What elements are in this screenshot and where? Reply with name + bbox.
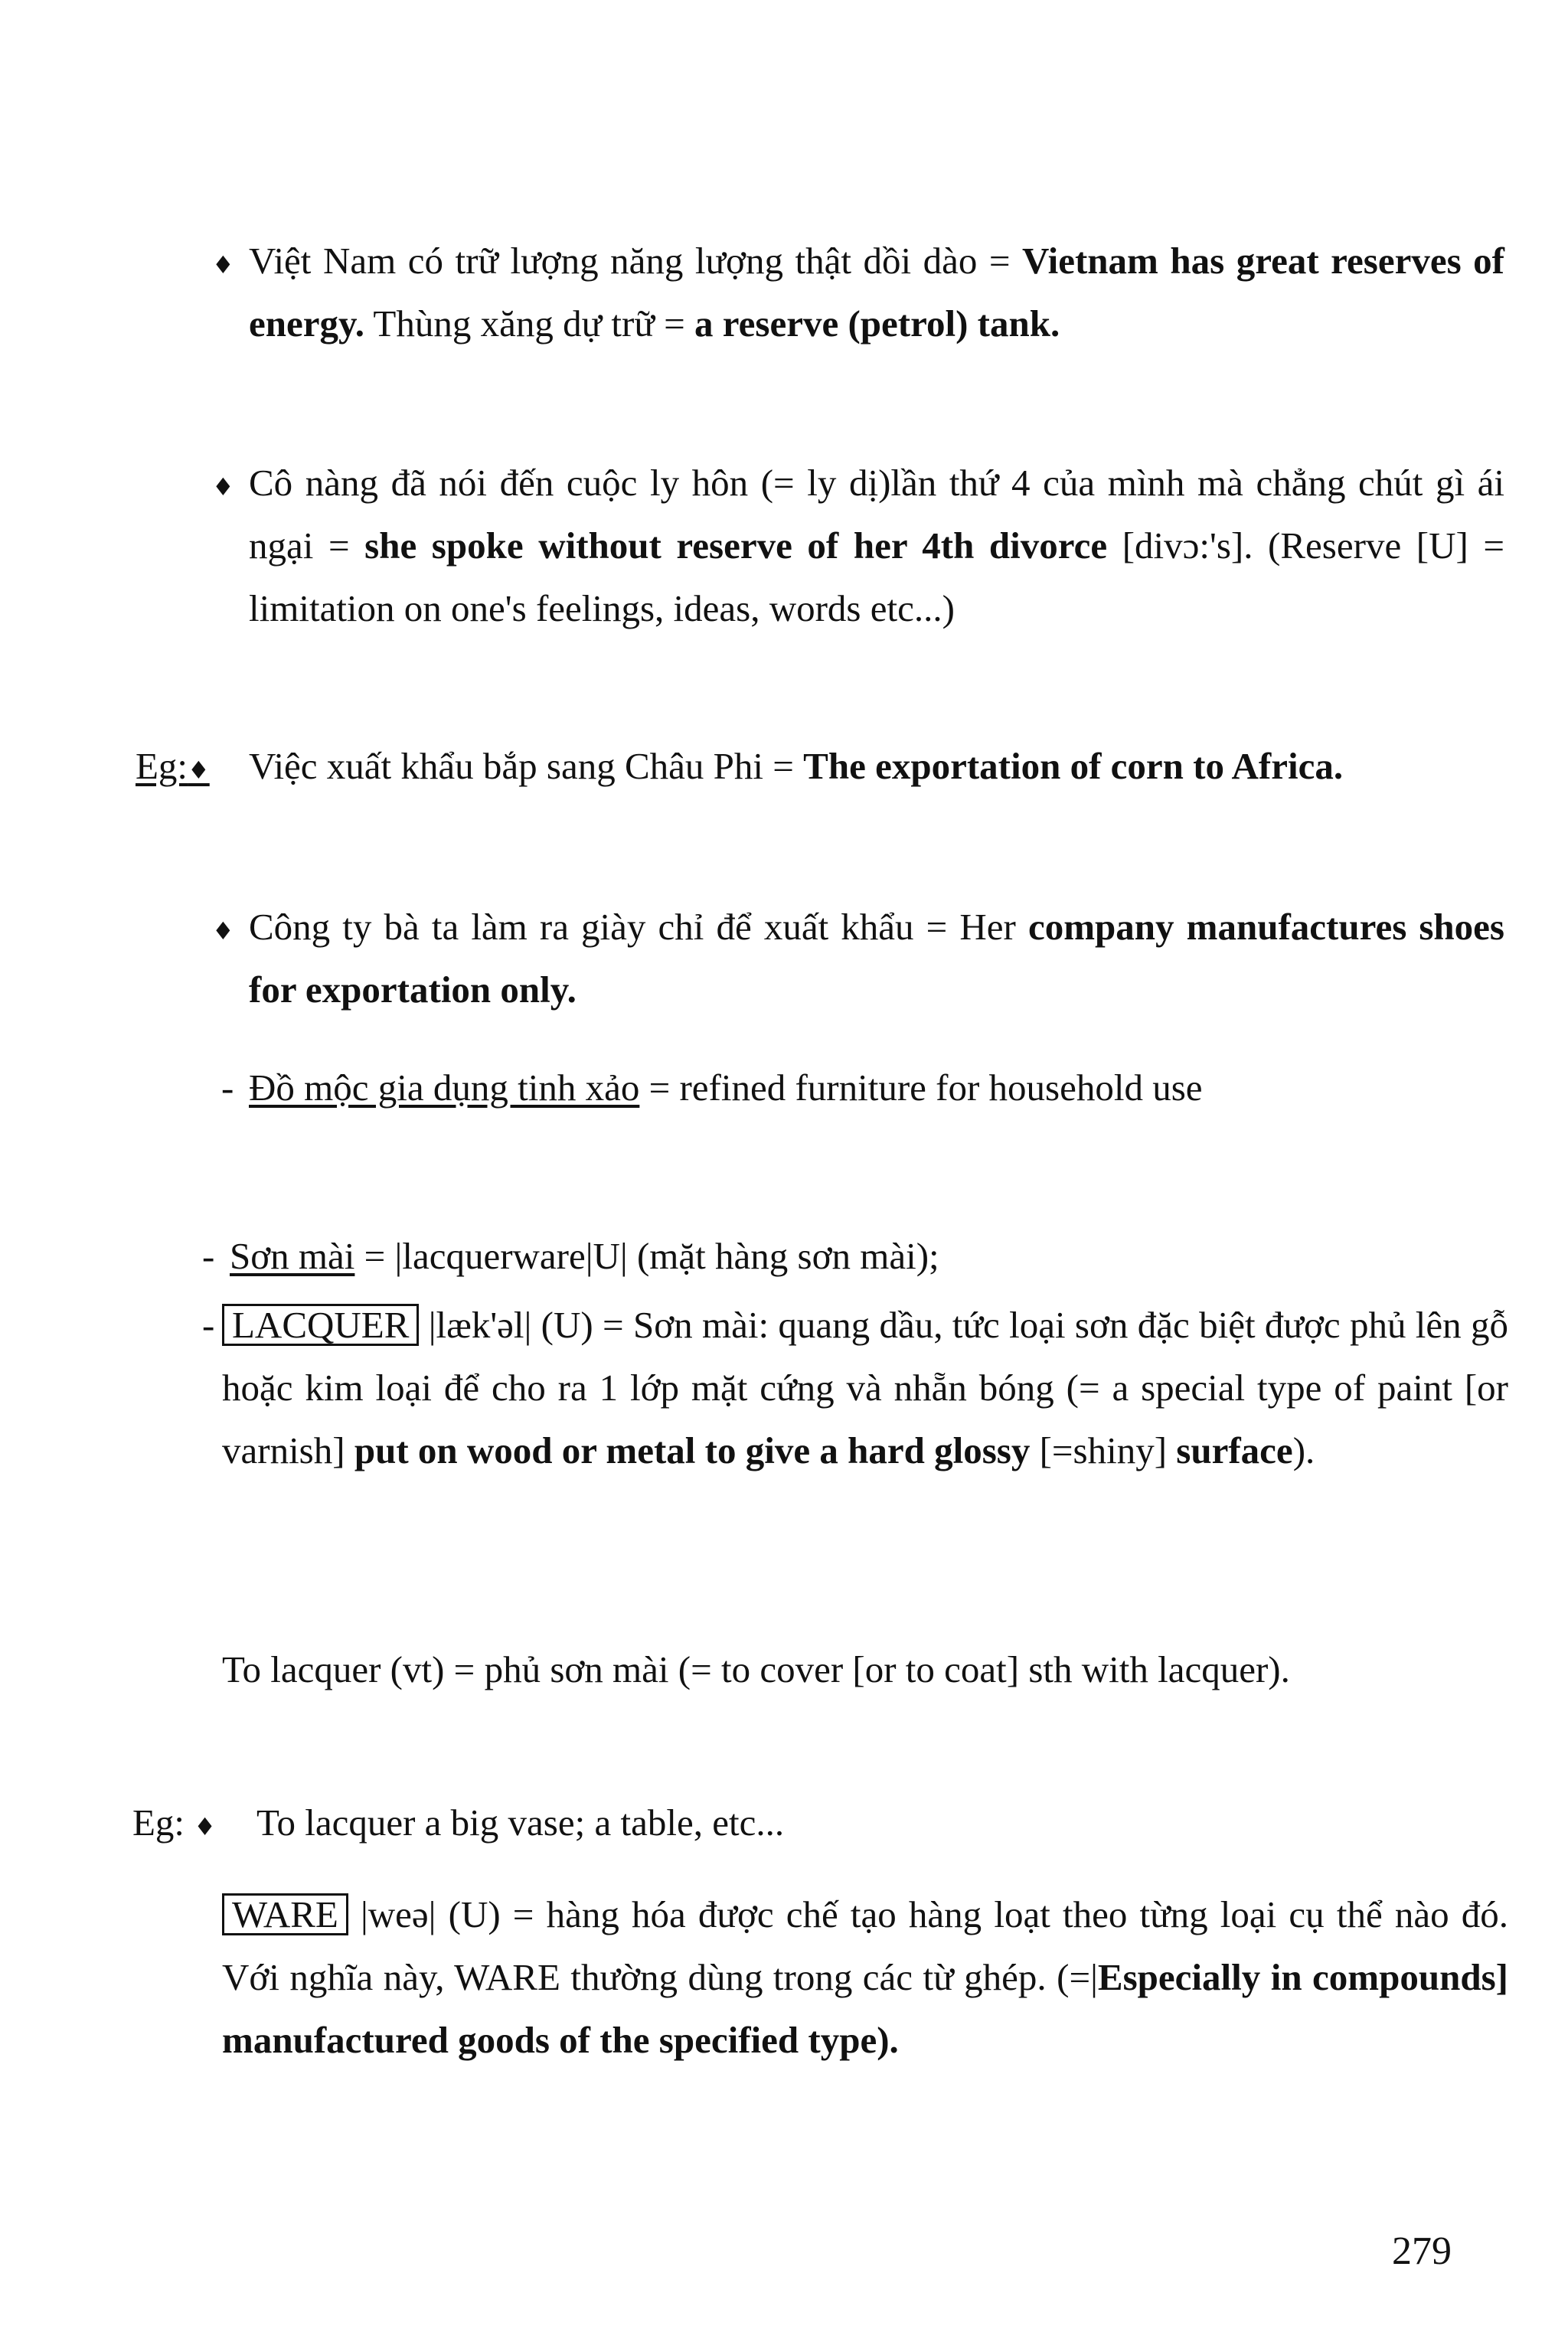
bullet-diamond-icon: ♦: [212, 250, 234, 279]
example-sentence: Cô nàng đã nói đến cuộc ly hôn (= ly dị)lần thứ 4 của mình mà chẳng chút gì ái ngại = she spoke without reserve of her 4th divorce [divɔ:'s]. (Reserve [U] = limitation on one's feelings, ideas, words etc...): [249, 462, 1504, 629]
dash-marker: -: [202, 1304, 215, 1346]
entry-energy-reserves: [212, 230, 1504, 355]
bullet-diamond-icon: ♦: [188, 756, 210, 785]
headword-definition: LACQUER |læk'əl| (U) = Sơn mài: quang dầu, tức loại sơn đặc biệt được phủ lên gỗ hoặc kim loại để cho ra 1 lớp mặt cứng và nhẵn bóng (= a special type of paint [or varnish] put on wood or metal to give a hard glossy [=shiny] surface).: [222, 1304, 1508, 1471]
example-label: Eg:♦: [136, 745, 210, 787]
dash-marker: -: [202, 1235, 215, 1277]
example-sentence: Công ty bà ta làm ra giày chỉ để xuất khẩu = Her company manufactures shoes for exportation only.: [249, 906, 1504, 1011]
entry-divorce-reserve: [212, 452, 1504, 640]
example-label: Eg: ♦: [132, 1801, 216, 1844]
example-sentence: To lacquer a big vase; a table, etc...: [256, 1801, 785, 1844]
entry-shoes-export: [212, 896, 1504, 1021]
entry-furniture: [221, 1057, 1504, 1119]
entry-corn-export: [136, 735, 1504, 798]
headword-box: WARE: [222, 1893, 348, 1935]
example-sentence: Việc xuất khẩu bắp sang Châu Phi = The exportation of corn to Africa.: [249, 745, 1344, 787]
dash-marker: -: [221, 1066, 234, 1109]
headword-definition: WARE |weə| (U) = hàng hóa được chế tạo hàng loạt theo từng loại cụ thể nào đó. Với nghĩa này, WARE thường dùng trong các từ ghép. (=|Especially in compounds] manufactured goods of the specified type).: [222, 1893, 1508, 2061]
entry-lacquer-example: [132, 1791, 1512, 1854]
headword-box: LACQUER: [222, 1304, 419, 1346]
entry-lacquer: [202, 1294, 1508, 1482]
term-definition: Đồ mộc gia dụng tinh xảo = refined furniture for household use: [249, 1066, 1203, 1109]
term-definition: Sơn mài = |lacquerware|U| (mặt hàng sơn mài);: [230, 1235, 939, 1277]
bullet-diamond-icon: ♦: [194, 1812, 216, 1841]
entry-to-lacquer: [222, 1638, 1508, 1701]
page-number: 279: [1392, 2229, 1452, 2273]
entry-lacquerware: [202, 1225, 1485, 1288]
verb-definition: To lacquer (vt) = phủ sơn mài (= to cover [or to coat] sth with lacquer).: [222, 1648, 1290, 1690]
entry-ware: [222, 1883, 1508, 2072]
example-sentence: Việt Nam có trữ lượng năng lượng thật dồi dào = Vietnam has great reserves of energy. Thùng xăng dự trữ = a reserve (petrol) tank.: [249, 240, 1504, 345]
bullet-diamond-icon: ♦: [212, 916, 234, 946]
bullet-diamond-icon: ♦: [212, 472, 234, 501]
